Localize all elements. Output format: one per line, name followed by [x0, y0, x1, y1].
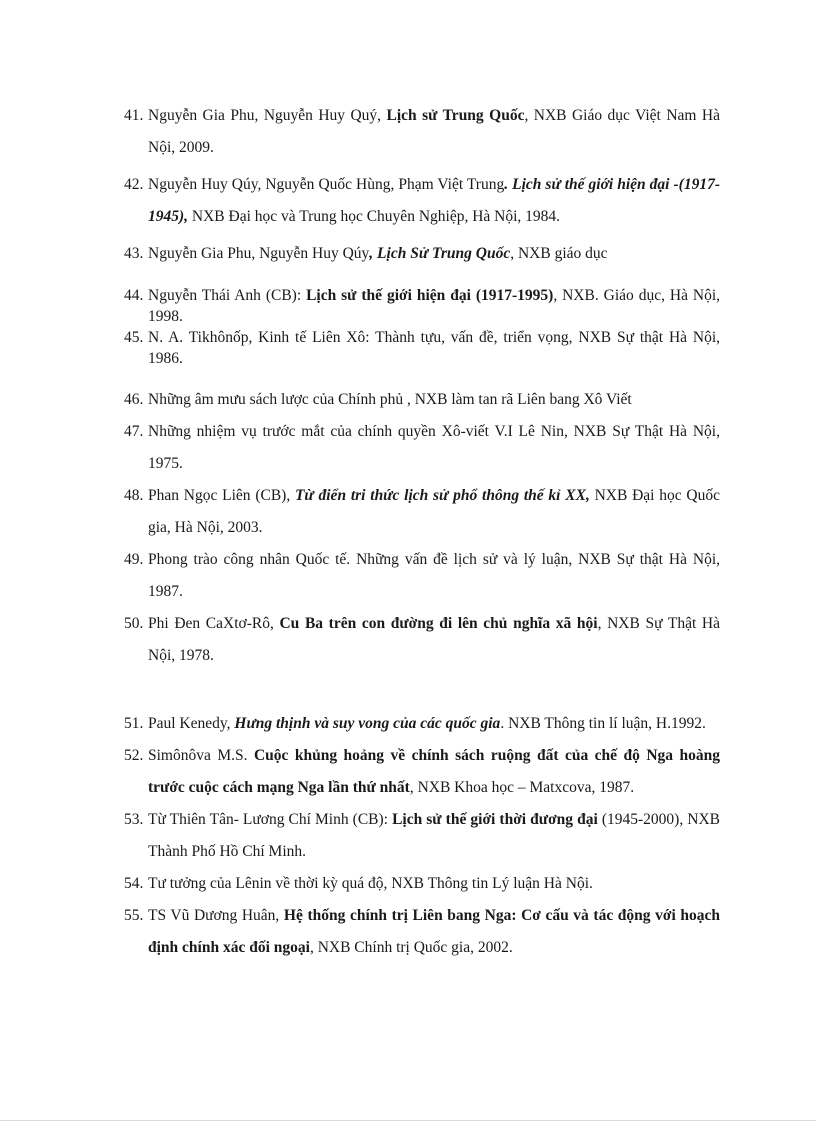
- reference-title: Lịch sử Trung Quốc: [386, 107, 525, 124]
- reference-title: Cu Ba trên con đường đi lên chủ nghĩa xã hội: [279, 615, 598, 632]
- reference-title: Lịch sử thế giới hiện đại (1917-1995): [306, 287, 554, 304]
- reference-title: Hệ thống chính trị Liên bang Nga: Cơ cấu và tác động với hoạch định chính xác đối ngoại: [148, 907, 720, 956]
- reference-title: Từ điển tri thức lịch sử phổ thông thế kỉ XX,: [294, 487, 590, 504]
- reference-number: 52.: [124, 747, 144, 764]
- reference-publisher: NXB Đại học và Trung học Chuyên Nghiệp, Hà Nội, 1984.: [188, 208, 561, 225]
- reference-publisher: , NXB Giáo dục Việt Nam Hà Nội, 2009.: [148, 107, 720, 156]
- reference-item-49: [124, 544, 720, 608]
- reference-text: Những nhiệm vụ trước mắt của chính quyền Xô-viết V.I Lê Nin, NXB Sự Thật Hà Nội, 1975.: [148, 423, 720, 472]
- reference-item-45: [124, 327, 720, 369]
- reference-item-50: [124, 608, 720, 672]
- reference-number: 41.: [124, 107, 144, 124]
- reference-item-47: [124, 416, 720, 480]
- reference-number: 45.: [124, 329, 144, 346]
- reference-publisher: , NXB Khoa học – Matxcova, 1987.: [409, 779, 635, 796]
- reference-number: 49.: [124, 551, 144, 568]
- reference-text: Phong trào công nhân Quốc tế. Những vấn đề lịch sử và lý luận, NXB Sự thật Hà Nội, 1987.: [148, 551, 720, 600]
- reference-title: Cuộc khủng hoảng về chính sách ruộng đất của chế độ Nga hoàng trước cuộc cách mạng Nga lần thứ nhất: [148, 747, 720, 796]
- reference-item-42: [124, 169, 720, 233]
- reference-item-52: [124, 740, 720, 804]
- reference-number: 51.: [124, 715, 144, 732]
- reference-number: 53.: [124, 811, 144, 828]
- reference-item-44: [124, 285, 720, 327]
- reference-item-51: [124, 708, 720, 740]
- page-bottom-edge: [0, 1120, 816, 1121]
- reference-publisher: (1945-2000), NXB Thành Phố Hồ Chí Minh.: [148, 811, 721, 860]
- reference-number: 50.: [124, 615, 144, 632]
- reference-text: Những âm mưu sách lược của Chính phủ , NXB làm tan rã Liên bang Xô Viết: [148, 391, 632, 408]
- reference-title: Hưng thịnh và suy vong của các quốc gia: [234, 715, 501, 732]
- reference-authors: Từ Thiên Tân- Lương Chí Minh (CB):: [148, 811, 393, 828]
- reference-item-48: [124, 480, 720, 544]
- reference-number: 55.: [124, 907, 144, 924]
- reference-authors: TS Vũ Dương Huân,: [148, 907, 284, 924]
- reference-number: 43.: [124, 245, 144, 262]
- reference-item-54: [124, 868, 720, 900]
- reference-authors: Nguyễn Gia Phu, Nguyễn Huy Quý,: [148, 107, 387, 124]
- reference-authors: Phi Đen CaXtơ-Rô,: [148, 615, 280, 632]
- reference-item-53: [124, 804, 720, 868]
- reference-authors: Nguyễn Thái Anh (CB):: [148, 287, 307, 304]
- reference-number: 47.: [124, 423, 144, 440]
- reference-title: , Lịch Sử Trung Quốc: [369, 245, 511, 262]
- reference-number: 46.: [124, 391, 144, 408]
- reference-item-46: [124, 384, 720, 416]
- reference-authors: Nguyễn Gia Phu, Nguyễn Huy Qúy: [148, 245, 370, 262]
- reference-authors: Phan Ngọc Liên (CB),: [148, 487, 295, 504]
- reference-authors: Simônôva M.S.: [148, 747, 254, 764]
- reference-text: Tư tưởng của Lênin về thời kỳ quá độ, NXB Thông tin Lý luận Hà Nội.: [148, 875, 593, 892]
- reference-publisher: . NXB Thông tin lí luận, H.1992.: [500, 715, 706, 732]
- reference-title: . Lịch sử thế giới hiện đại -(1917-1945),: [148, 176, 720, 225]
- reference-publisher: , NXB Sự Thật Hà Nội, 1978.: [148, 615, 720, 664]
- reference-authors: Nguyễn Huy Qúy, Nguyễn Quốc Hùng, Phạm Việt Trung: [148, 176, 505, 193]
- reference-item-55: [124, 900, 720, 964]
- reference-publisher: , NXB. Giáo dục, Hà Nội, 1998.: [148, 287, 721, 325]
- reference-item-41: [124, 100, 720, 164]
- reference-number: 54.: [124, 875, 144, 892]
- reference-list: [124, 100, 720, 964]
- reference-number: 44.: [124, 287, 144, 304]
- reference-title: Lịch sử thế giới thời đương đại: [392, 811, 598, 828]
- reference-item-43: [124, 238, 720, 270]
- reference-publisher: , NXB giáo dục: [510, 245, 608, 262]
- reference-publisher: , NXB Chính trị Quốc gia, 2002.: [309, 939, 513, 956]
- reference-text: N. A. Tikhônốp, Kinh tế Liên Xô: Thành tựu, vấn đề, triển vọng, NXB Sự thật Hà Nội, 1986.: [148, 329, 720, 367]
- reference-number: 48.: [124, 487, 144, 504]
- reference-number: 42.: [124, 176, 144, 193]
- reference-authors: Paul Kenedy,: [148, 715, 235, 732]
- reference-publisher: NXB Đại học Quốc gia, Hà Nội, 2003.: [148, 487, 721, 536]
